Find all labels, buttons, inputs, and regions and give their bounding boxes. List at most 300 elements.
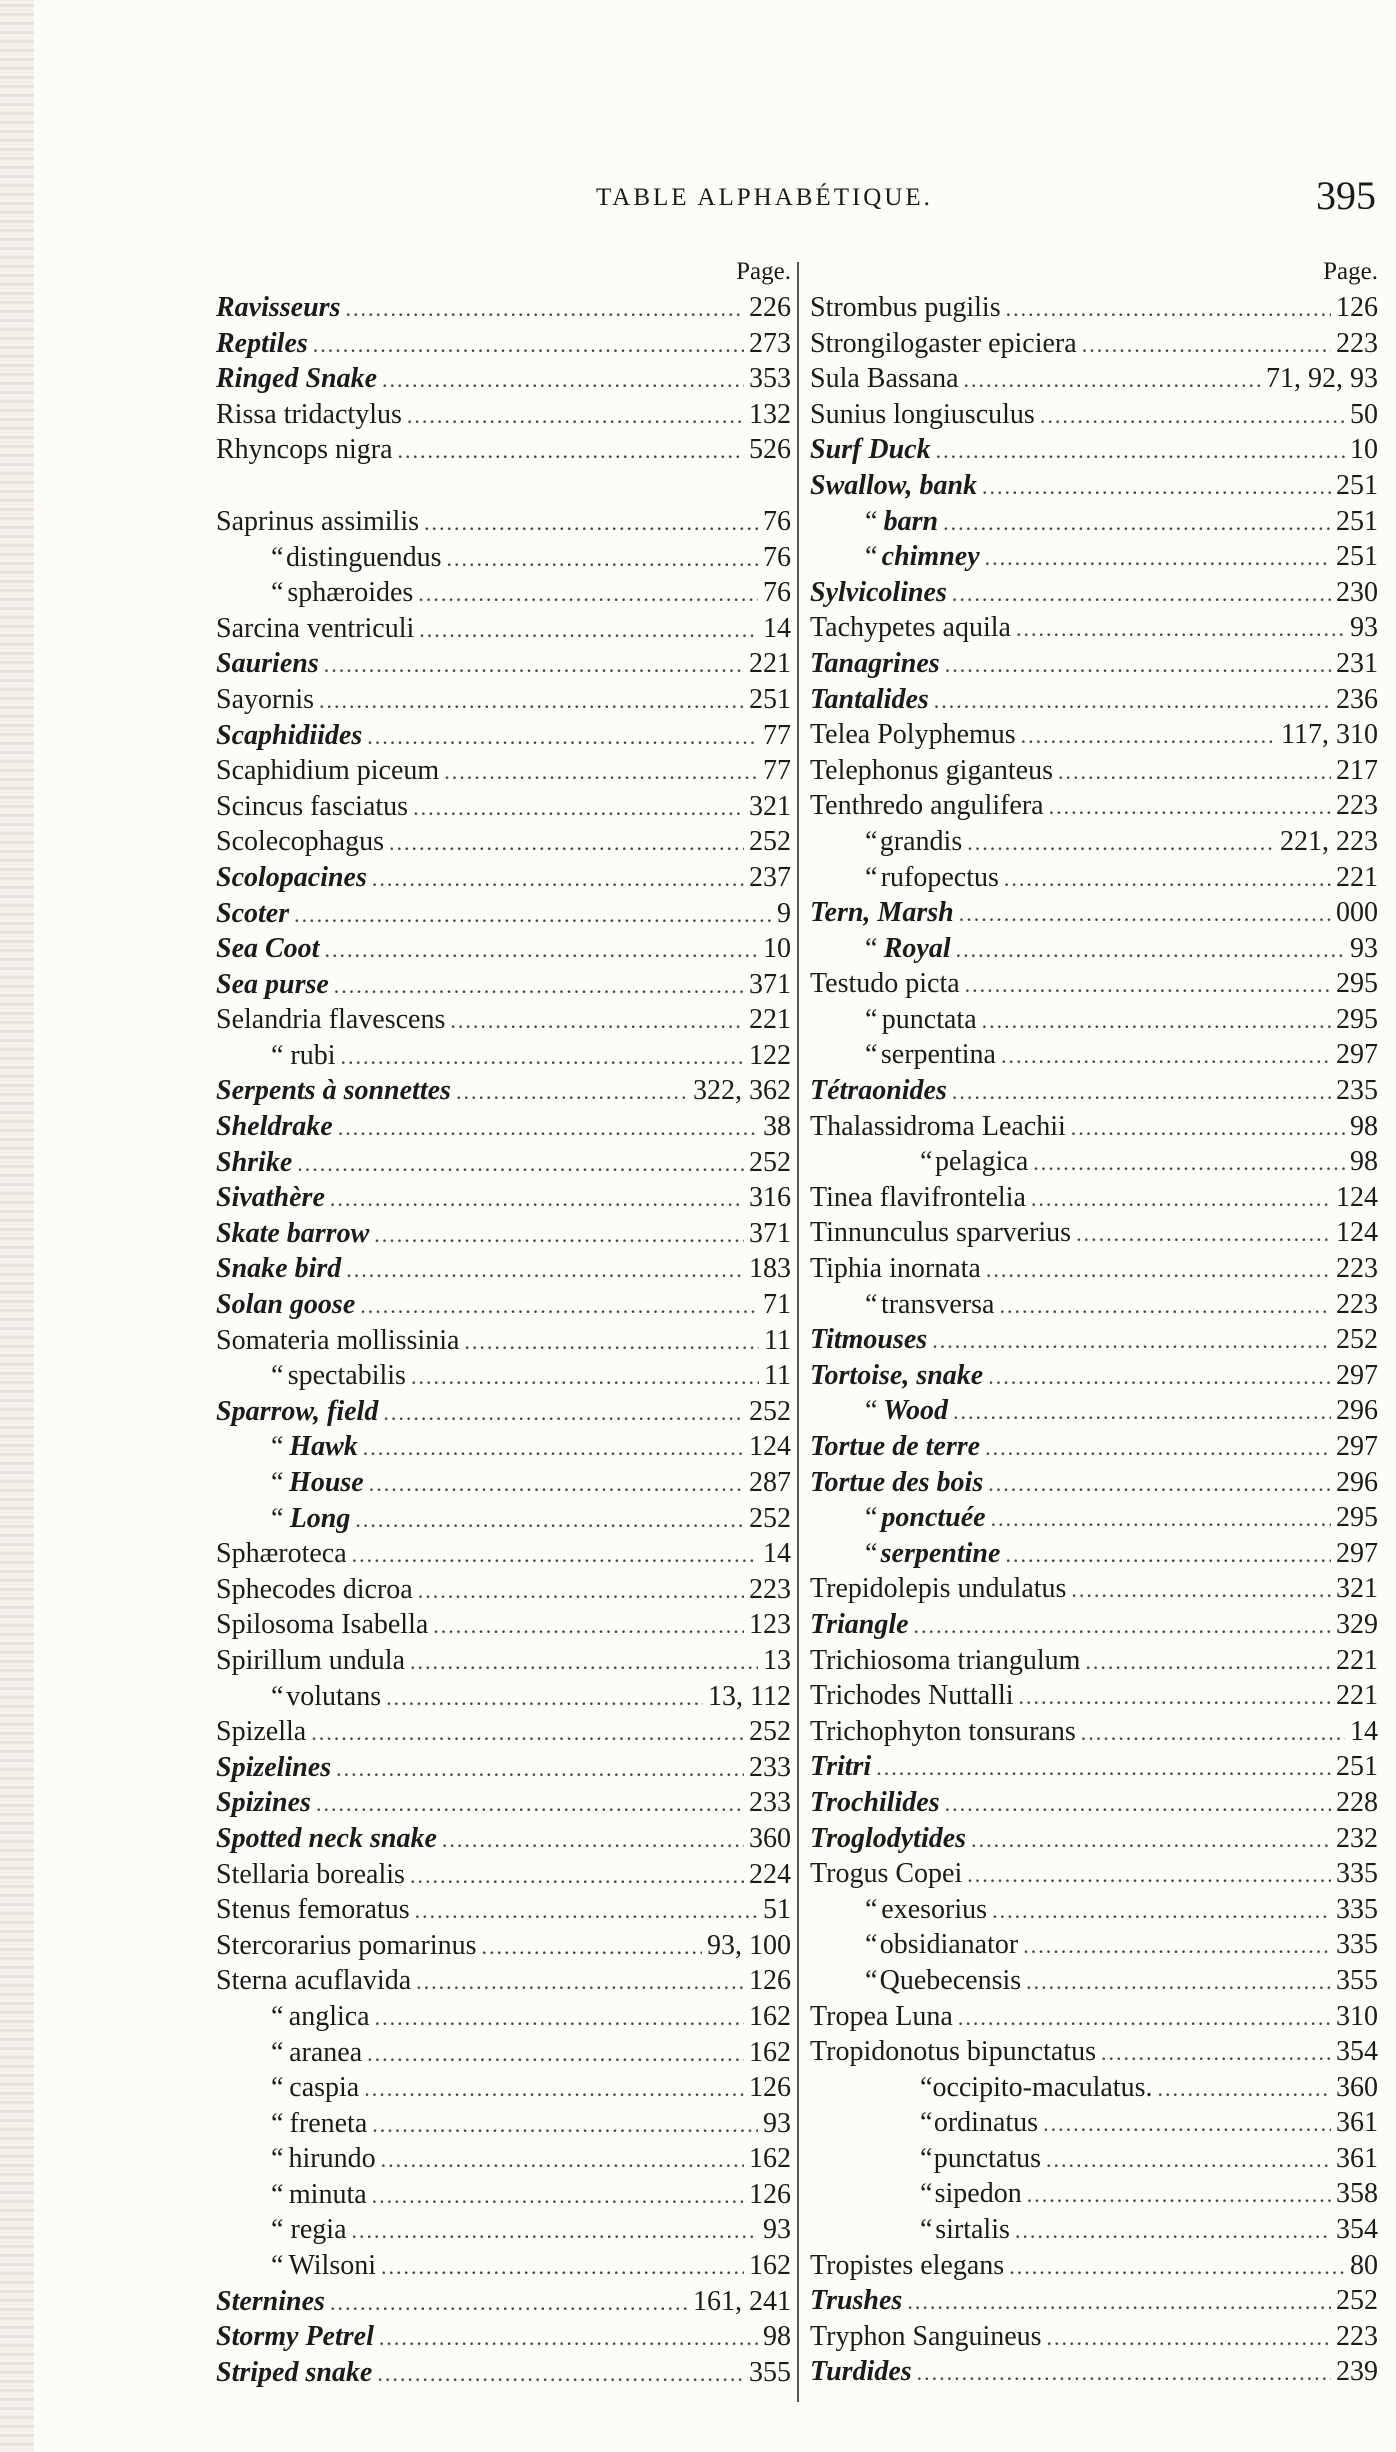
dot-leader [330,2285,688,2321]
entry-term: serpentina [880,1039,996,1071]
ditto-mark: “ [271,1502,284,1534]
index-entry [216,1180,791,1216]
entry-pages: 236 [1336,683,1378,715]
ditto-mark: “ [865,1964,878,1996]
index-entry [810,290,1378,326]
ditto-mark: “ [920,2071,933,2103]
entry-pages: 76 [763,541,791,573]
ditto-mark: “ [271,2143,284,2175]
entry-term: Shrike [216,1146,293,1178]
dot-leader [982,469,1331,505]
entry-term: serpentine [880,1537,1001,1569]
entry-term: Sayornis [216,683,314,715]
entry-term: Tortoise, snake [810,1359,984,1391]
dot-leader [876,1750,1331,1786]
entry-pages: 371 [749,1217,791,1249]
index-entry [216,397,791,433]
dot-leader [958,2000,1331,2036]
entry-term: Tantalides [810,683,929,715]
dot-leader [377,2356,744,2392]
entry-pages: 232 [1336,1822,1378,1854]
entry-term: Scolopacines [216,861,367,893]
entry-pages: 295 [1336,1502,1378,1534]
entry-pages: 162 [749,2143,791,2175]
entry-pages: 353 [749,363,791,395]
entry-term: Tanagrines [810,647,940,679]
index-entry [810,1358,1378,1394]
dot-leader [1082,327,1331,363]
dot-leader [988,1466,1331,1502]
entry-pages: 335 [1336,1858,1378,1890]
dot-leader [346,1252,744,1288]
entry-pages: 126 [1336,292,1378,323]
entry-term: Wilsoni [288,2250,376,2282]
index-entry [216,2212,791,2248]
dot-leader [1076,1216,1331,1252]
entry-pages: 322, 362 [693,1075,791,1107]
dot-leader [345,291,744,327]
index-entry [810,1856,1378,1892]
entry-pages: 251 [1336,469,1378,501]
dot-leader [311,1715,744,1751]
index-entry [216,1216,791,1252]
entry-term: Scaphidium piceum [216,755,440,787]
entry-pages: 123 [749,1609,791,1641]
index-entry [810,2176,1378,2212]
entry-pages: 93 [763,2214,791,2246]
entry-pages: 355 [1336,1964,1378,1996]
entry-term: Tétraonides [810,1075,947,1107]
index-entry [216,1963,791,1999]
dot-leader [1085,1644,1331,1680]
entry-term: Trichophyton tonsurans [810,1715,1076,1747]
entry-pages: 361 [1336,2142,1378,2174]
entry-pages: 76 [763,505,791,537]
index-entry [810,2141,1378,2177]
index-entry [810,2248,1378,2284]
entry-term: Saprinus assimilis [216,505,420,537]
index-entry [810,1429,1378,1465]
entry-term: Rissa tridactylus [216,398,402,430]
dot-leader [364,2071,744,2107]
dot-leader [324,647,744,683]
index-entry [810,1037,1378,1073]
entry-pages: 321 [749,790,791,822]
ditto-mark: “ [920,2142,933,2174]
entry-pages: 321 [1336,1573,1378,1605]
dot-leader [456,1074,688,1110]
dot-leader [341,1039,744,1075]
index-entry [216,1607,791,1643]
dot-leader [964,362,1261,398]
dot-leader [953,1394,1331,1430]
dot-leader [945,647,1331,683]
entry-term: chimney [881,541,980,573]
entry-term: Sarcina ventriculi [216,612,415,644]
entry-term: Stercorarius pomarinus [216,1929,477,1961]
dot-leader [386,1680,703,1716]
index-entry [810,1109,1378,1145]
entry-pages: 287 [749,1467,791,1498]
entry-term: Thalassidroma Leachii [810,1110,1066,1142]
dot-leader [415,1893,758,1929]
dot-leader [1027,2177,1331,2213]
entry-term: rufopectus [880,861,999,893]
dot-leader [316,1786,744,1822]
entry-term: House [289,1467,364,1498]
entry-term: Troglodytides [810,1822,967,1854]
dot-leader [1046,2142,1331,2178]
entry-pages: 223 [1336,790,1378,822]
index-entry [216,1536,791,1572]
ditto-mark: “ [865,1395,878,1427]
entry-pages: 124 [1336,1217,1378,1249]
index-entry [216,718,791,754]
ditto-mark: “ [271,2000,284,2032]
dot-leader [1033,1145,1345,1181]
ditto-mark: “ [865,1893,878,1925]
entry-term: distinguendus [285,541,442,573]
entry-pages: 296 [1336,1466,1378,1498]
running-title: TABLE ALPHABÉTIQUE. [596,184,933,211]
dot-leader [367,719,758,755]
ditto-mark: “ [271,1039,284,1071]
index-entry [810,2034,1378,2070]
index-entry [216,824,791,860]
index-entry [216,504,791,540]
dot-leader [450,1003,744,1039]
dot-leader [352,2213,758,2249]
index-entry [216,1892,791,1928]
ditto-mark: “ [865,1039,878,1071]
index-entry [216,2355,791,2391]
entry-pages: 361 [1336,2107,1378,2139]
entry-pages: 71, 92, 93 [1266,363,1378,395]
index-entry [216,1928,791,1964]
entry-term: transversa [880,1288,995,1320]
ditto-mark: “ [271,1360,284,1392]
index-entry [810,2070,1378,2106]
dot-leader [482,1929,703,1965]
dot-leader [382,362,744,398]
index-entries [810,290,1378,2390]
entry-pages: 10 [1350,434,1378,466]
entry-term: Sea Coot [216,933,320,965]
dot-leader [1058,754,1331,790]
ditto-mark: “ [271,2178,284,2210]
index-entry [810,361,1378,397]
index-entry [810,1821,1378,1857]
dot-leader [1021,718,1276,754]
entry-term: grandis [879,825,963,857]
dot-leader [952,1074,1331,1110]
page-number: 395 [1316,173,1376,218]
dot-leader [934,683,1331,719]
entry-pages: 183 [749,1253,791,1285]
index-entry [216,2248,791,2284]
entry-term: Sivathère [216,1182,325,1214]
index-entry [216,682,791,718]
entry-pages: 223 [1336,2320,1378,2352]
index-entry [216,1038,791,1074]
dot-leader [1031,1181,1331,1217]
index-entry [810,1322,1378,1358]
ditto-mark: “ [865,1003,878,1035]
entry-pages: 126 [749,1965,791,1997]
index-entry [810,2319,1378,2355]
index-entry [810,468,1378,504]
dot-leader [1101,2035,1331,2071]
dot-leader [1005,1537,1331,1573]
dot-leader [336,1751,744,1787]
entry-term: Swallow, bank [810,469,978,501]
entry-pages: 93, 100 [707,1929,791,1961]
index-entry [216,2141,791,2177]
dot-leader [936,433,1345,469]
entry-term: Strombus pugilis [810,292,1001,323]
entry-pages: 221 [749,1004,791,1036]
dot-leader [1004,861,1331,897]
entry-pages: 224 [749,1858,791,1890]
entry-pages: 77 [763,719,791,751]
dot-leader [967,1857,1331,1893]
dot-leader [907,2284,1331,2320]
index-entry [810,539,1378,575]
entry-pages: 221 [1336,861,1378,893]
entry-pages: 233 [749,1787,791,1819]
entry-term: Sea purse [216,968,329,1000]
dot-leader [418,1573,744,1609]
entry-term: sirtalis [935,2214,1010,2246]
page-column-label: Page. [736,258,791,285]
entry-term: punctatus [933,2142,1042,2174]
entry-pages: 223 [749,1573,791,1605]
entry-term: Tiphia inornata [810,1253,981,1285]
entry-pages: 13, 112 [708,1680,791,1712]
entry-pages: 316 [749,1182,791,1214]
index-entry [216,2070,791,2106]
entry-pages: 252 [749,1502,791,1534]
dot-leader [967,825,1275,861]
entry-pages: 14 [763,1538,791,1570]
dot-leader [1040,398,1345,434]
index-entry [810,682,1378,718]
ditto-mark: “ [920,2214,933,2246]
entry-pages: 273 [749,327,791,359]
dot-leader [319,683,744,719]
entry-term: Stormy Petrel [216,2321,374,2353]
entry-pages: 38 [763,1111,791,1143]
entry-term: Sphecodes dicroa [216,1573,413,1605]
entry-term: Tryphon Sanguineus [810,2320,1042,2352]
dot-leader [381,2142,744,2178]
ditto-mark: “ [865,505,878,537]
index-entry [216,1465,791,1501]
entry-term: Reptiles [216,327,308,359]
entry-pages: 252 [1336,2285,1378,2317]
entry-term: Tropistes elegans [810,2249,1005,2281]
entry-term: Ravisseurs [216,292,341,323]
entry-term: Tinea flavifrontelia [810,1181,1026,1213]
entry-pages: 228 [1336,1786,1378,1818]
entry-term: Surf Duck [810,434,931,466]
dot-leader [945,1786,1331,1822]
index-entry [216,646,791,682]
entry-term: Skate barrow [216,1217,370,1249]
entry-term: Wood [883,1395,948,1427]
entry-pages: 354 [1336,2036,1378,2068]
entry-term: minuta [288,2178,367,2210]
dot-leader [985,540,1331,576]
index-entry [216,753,791,789]
entry-pages: 358 [1336,2178,1378,2210]
index-entry [216,540,791,576]
entry-term: Trushes [810,2285,903,2317]
entry-pages: 297 [1336,1039,1378,1071]
entry-pages: 124 [1336,1181,1378,1213]
dot-leader [418,576,758,612]
index-entry [810,1465,1378,1501]
index-entry [810,1144,1378,1180]
index-entry [216,1323,791,1359]
entry-term: Sauriens [216,648,319,680]
index-entry [216,611,791,647]
index-entry [216,967,791,1003]
entry-term: Tenthredo angulifera [810,790,1044,822]
entry-term: Selandria flavescens [216,1004,446,1036]
entry-term: Sheldrake [216,1111,333,1143]
index-entries [216,290,791,2390]
entry-pages: 295 [1336,968,1378,1000]
index-entry [216,575,791,611]
entry-pages: 230 [1336,576,1378,608]
entry-term: sipedon [934,2178,1022,2210]
ditto-mark: “ [865,541,878,573]
entry-pages: 252 [749,1395,791,1427]
entry-pages: 126 [749,2178,791,2210]
dot-leader [914,1608,1331,1644]
dot-leader [419,612,758,648]
entry-pages: 233 [749,1751,791,1783]
index-entry [810,1073,1378,1109]
dot-leader [932,1323,1331,1359]
dot-leader [369,1466,744,1502]
index-entry [216,1251,791,1287]
index-entry [216,1394,791,1430]
entry-pages: 162 [749,2036,791,2068]
entry-term: Long [289,1502,351,1534]
entry-term: Sparrow, field [216,1395,379,1427]
index-entry [216,1572,791,1608]
ditto-mark: “ [271,2107,284,2139]
entry-pages: 310 [1336,2000,1378,2032]
dot-leader [982,1003,1331,1039]
ditto-mark: “ [865,1288,878,1320]
entry-term: Sylvicolines [810,576,947,608]
index-entry [216,361,791,397]
dot-leader [383,1395,744,1431]
index-entry [216,1679,791,1715]
column-divider [797,262,799,2402]
dot-leader [956,932,1345,968]
index-entry [810,753,1378,789]
index-entry [216,1287,791,1323]
entry-term: Triangle [810,1608,909,1640]
entry-pages: 360 [749,1822,791,1854]
entry-pages: 360 [1336,2071,1378,2103]
index-entry [216,931,791,967]
dot-leader [1071,1572,1331,1608]
dot-leader [334,968,744,1004]
entry-term: Turdides [810,2356,912,2388]
entry-term: Scoter [216,897,290,929]
entry-pages: 13 [763,1644,791,1676]
index-entry [810,1002,1378,1038]
dot-leader [424,505,758,541]
dot-leader [381,2249,744,2285]
entry-pages: 223 [1336,327,1378,359]
entry-pages: 124 [749,1431,791,1463]
index-entry [216,1821,791,1857]
dot-leader [952,576,1331,612]
index-entry [810,1785,1378,1821]
dot-leader [1006,291,1331,327]
entry-term: caspia [289,2072,360,2104]
dot-leader [410,1644,758,1680]
ditto-mark: “ [920,1146,933,1178]
entry-pages: 93 [1350,932,1378,964]
entry-pages: 117, 310 [1281,719,1378,751]
ditto-mark: “ [271,1467,284,1498]
entry-term: Testudo picta [810,968,960,1000]
dot-leader [1015,2213,1331,2249]
dot-leader [413,790,744,826]
entry-term: Telea Polyphemus [810,719,1016,751]
dot-leader [442,1822,744,1858]
entry-pages: 335 [1336,1893,1378,1925]
dot-leader [917,2355,1331,2391]
entry-pages: 221, 223 [1280,825,1378,857]
entry-pages: 355 [749,2356,791,2388]
entry-pages: 252 [749,826,791,858]
dot-leader [999,1288,1331,1324]
index-entry [216,1714,791,1750]
index-entry [216,2035,791,2071]
dot-leader [988,1359,1331,1395]
dot-leader [372,2178,744,2214]
entry-term: Sphæroteca [216,1538,347,1570]
index-entry [810,966,1378,1002]
entry-pages: 223 [1336,1288,1378,1320]
index-entry [810,717,1378,753]
ditto-mark: “ [271,577,284,609]
entry-term: Tinnunculus sparverius [810,1217,1072,1249]
entry-pages: 251 [749,683,791,715]
index-column-right [810,254,1378,2390]
dot-leader [444,754,758,790]
entry-term: Trochilides [810,1786,940,1818]
entry-term: Royal [883,932,951,964]
index-entry [216,2319,791,2355]
index-entry [810,895,1378,931]
index-entry [810,788,1378,824]
index-entry [810,1607,1378,1643]
index-entry [810,1500,1378,1536]
entry-term: rubi [290,1039,336,1071]
index-entry [216,1857,791,1893]
entry-pages: 10 [763,933,791,965]
index-entry [810,1643,1378,1679]
